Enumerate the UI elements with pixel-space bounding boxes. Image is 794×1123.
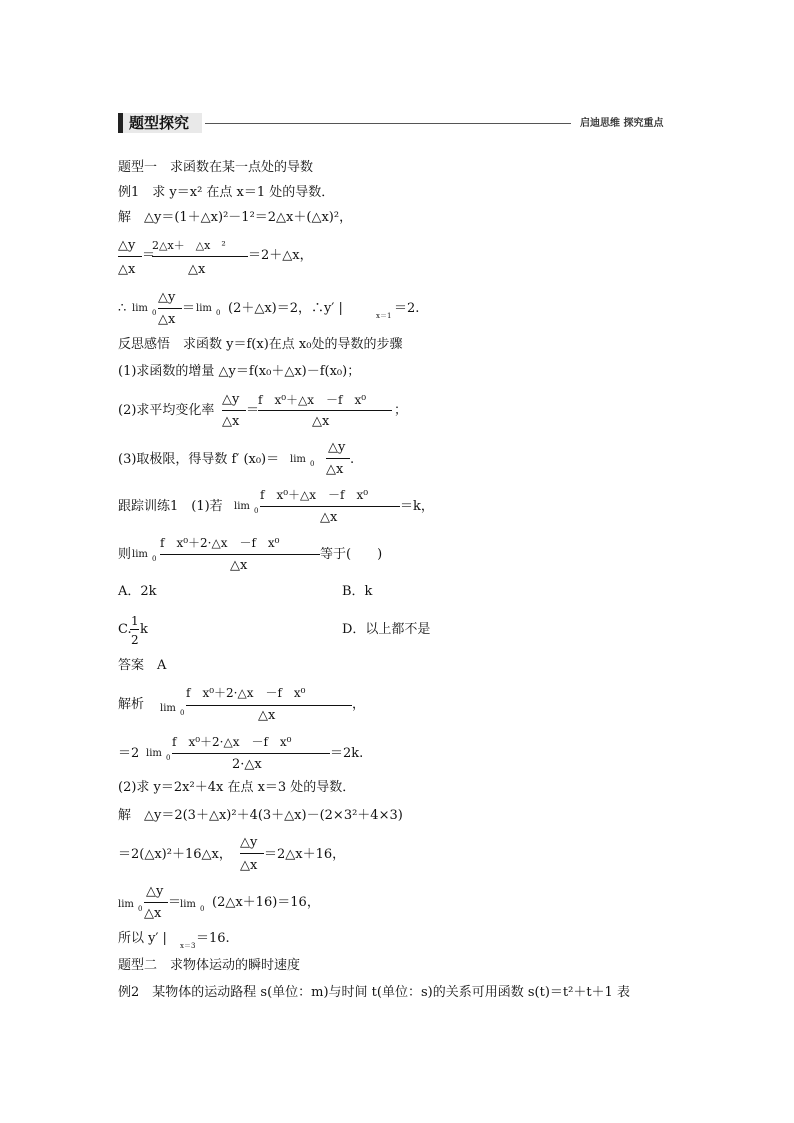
fraction-bar — [186, 705, 352, 706]
punctuation: ， — [352, 697, 366, 712]
fraction-numerator: △y — [222, 392, 240, 407]
eval-result: ＝2. — [394, 301, 420, 316]
fraction-numerator: f x⁰＋△x －f x⁰ — [260, 488, 369, 502]
option-c-label: C. — [118, 622, 132, 637]
fraction-numerator: f x⁰＋2·△x －f x⁰ — [186, 686, 306, 700]
fraction-bar — [152, 256, 248, 257]
fraction-numerator: 2△x＋ △x ² — [152, 239, 226, 252]
limit-sub: 0 — [152, 309, 157, 317]
option-c-variable: k — [140, 622, 148, 637]
punctuation: . — [350, 452, 355, 467]
fraction-denominator: 2·△x — [232, 757, 262, 772]
fraction-denominator: △x — [326, 462, 344, 477]
fraction-numerator: △y — [240, 835, 258, 850]
example-2: 例2 某物体的运动路程 s(单位：m)与时间 t(单位：s)的关系可用函数 s(t)＝t²＋t＋1 表 — [118, 985, 630, 1000]
fraction-numerator: f x⁰＋2·△x －f x⁰ — [160, 536, 280, 550]
eval-subscript: x＝1 — [376, 312, 392, 320]
fraction-numerator: 1 — [131, 614, 139, 628]
fraction-denominator: 2 — [131, 633, 139, 647]
fraction-bar — [160, 554, 320, 555]
fraction-bar — [144, 902, 168, 903]
limit-word: lim — [196, 303, 212, 314]
fraction-denominator: △x — [320, 510, 338, 525]
section-title: 题型探究 — [118, 113, 202, 133]
option-a: A．2k — [118, 584, 157, 599]
limit-sub: 0 — [200, 905, 205, 913]
limit-word: lim — [180, 899, 196, 910]
limit-sub: 0 — [152, 555, 157, 563]
fraction-bar — [260, 506, 400, 507]
fraction-numerator: △y — [146, 884, 164, 899]
equation-result: ＝k， — [400, 499, 434, 514]
section-tagline: 启迪思维 探究重点 — [580, 118, 664, 129]
fraction-denominator: △x — [230, 558, 248, 573]
fraction-denominator: △x — [222, 414, 240, 429]
limit-word: lim — [132, 303, 148, 314]
fraction-bar — [172, 753, 330, 754]
limit-word: lim — [132, 549, 148, 560]
limit-sub: 0 — [180, 709, 185, 717]
equals-sign: ＝ — [168, 895, 182, 910]
eval-subscript: x＝3 — [180, 942, 196, 950]
limit-sub: 0 — [138, 905, 143, 913]
conclusion-result: ＝16. — [196, 931, 230, 946]
fraction-bar — [258, 410, 392, 411]
solution-2-line2: ＝2(△x)²＋16△x， — [118, 847, 232, 862]
fraction-denominator: △x — [144, 906, 162, 921]
fraction-numerator: △y — [118, 238, 136, 253]
fraction-numerator: f x⁰＋2·△x －f x⁰ — [172, 735, 292, 749]
limit-result: (2＋△x)＝2，∴y′ | — [228, 301, 343, 316]
limit-word: lim — [234, 501, 250, 512]
limit-sub: 0 — [254, 507, 259, 515]
limit-word: lim — [290, 454, 306, 465]
fraction-numerator: f x⁰＋△x －f x⁰ — [258, 393, 367, 407]
limit-result: (2△x＋16)＝16， — [212, 895, 320, 910]
fraction-bar — [240, 853, 264, 854]
equals-sign: ＝ — [182, 301, 196, 316]
fraction-bar — [222, 410, 246, 411]
fraction-bar — [130, 629, 139, 630]
conclusion-prefix: 所以 y′ | — [118, 931, 167, 946]
fraction-numerator: △y — [328, 440, 346, 455]
then-label: 则 — [118, 547, 132, 562]
limit-word: lim — [118, 899, 134, 910]
fraction-bar — [326, 458, 350, 459]
fraction-numerator: △y — [158, 290, 176, 305]
limit-word: lim — [146, 748, 162, 759]
fraction-denominator: △x — [118, 262, 136, 277]
equation-result: ＝2＋△x， — [248, 248, 313, 263]
fraction-denominator: △x — [258, 708, 276, 723]
step-3-label: (3)取极限，得导数 f′ (x₀)＝ — [118, 452, 280, 467]
limit-sub: 0 — [310, 460, 315, 468]
analysis-step-2: ＝2 — [118, 746, 140, 761]
punctuation: ； — [394, 403, 408, 418]
step-1: (1)求函数的增量 △y＝f(x₀＋△x)－f(x₀)； — [118, 364, 361, 379]
analysis-label: 解析 — [118, 697, 145, 712]
fraction-bar — [158, 308, 182, 309]
topic-heading-1: 题型一 求函数在某一点处的导数 — [118, 160, 314, 175]
answer: 答案 A — [118, 658, 167, 673]
header-divider — [205, 123, 571, 124]
equation-result: ＝2△x＋16， — [264, 847, 346, 862]
fraction-denominator: △x — [158, 312, 176, 327]
limit-sub: 0 — [216, 309, 221, 317]
part-2-question: (2)求 y＝2x²＋4x 在点 x＝3 处的导数． — [118, 780, 356, 795]
fraction-bar — [118, 256, 142, 257]
solution-1-line1: 解 △y＝(1＋△x)²－1²＝2△x＋(△x)²， — [118, 210, 353, 225]
fraction-denominator: △x — [188, 262, 206, 277]
step-2-label: (2)求平均变化率 — [118, 403, 215, 418]
option-b: B．k — [342, 584, 373, 599]
fraction-denominator: △x — [312, 414, 330, 429]
topic-heading-2: 题型二 求物体运动的瞬时速度 — [118, 958, 301, 973]
equation-result: ＝2k. — [330, 746, 364, 761]
option-d: D．以上都不是 — [342, 622, 431, 637]
fraction-denominator: △x — [240, 858, 258, 873]
equals-sign: ＝ — [246, 403, 260, 418]
therefore-symbol: ∴ — [118, 301, 127, 316]
limit-sub: 0 — [166, 754, 171, 762]
limit-word: lim — [160, 703, 176, 714]
example-1: 例1 求 y＝x² 在点 x＝1 处的导数． — [118, 185, 335, 200]
reflection-heading: 反思感悟 求函数 y＝f(x)在点 x₀处的导数的步骤 — [118, 337, 403, 352]
track-training-heading: 跟踪训练1 (1)若 — [118, 499, 223, 514]
solution-2-line1: 解 △y＝2(3＋△x)²＋4(3＋△x)－(2×3²＋4×3) — [118, 808, 403, 823]
question-blank: 等于( ) — [320, 547, 383, 562]
